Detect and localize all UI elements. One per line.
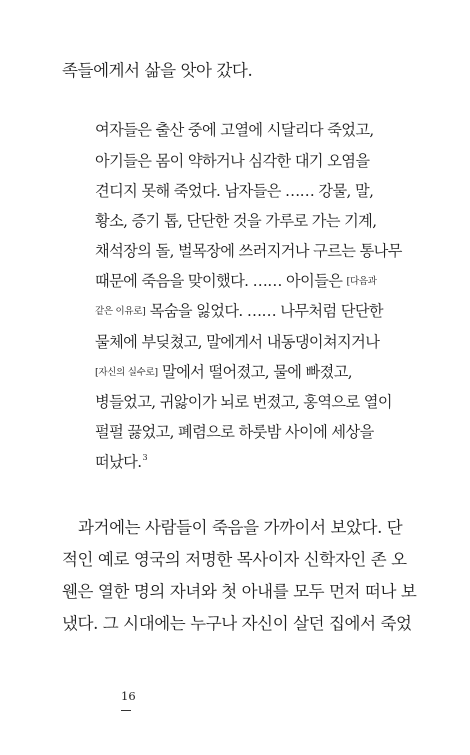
quote-line: 견디지 못해 죽었다. 남자들은 …… 강물, 말, bbox=[95, 182, 374, 200]
body-line: 웬은 열한 명의 자녀와 첫 아내를 모두 먼저 떠나 보 bbox=[62, 582, 417, 601]
quote-text: 때문에 죽음을 맞이했다. …… 아이들은 bbox=[95, 272, 347, 290]
quote-line bbox=[95, 361, 352, 382]
quote-line: 병들었고, 귀앓이가 뇌로 번졌고, 홍역으로 열이 bbox=[95, 393, 392, 411]
editorial-insertion: [다음과 bbox=[346, 276, 377, 287]
editorial-insertion: 같은 이유로] bbox=[95, 306, 146, 317]
quote-line: 채석장의 돌, 벌목장에 쓰러지거나 구르는 통나무 bbox=[95, 242, 402, 260]
page-number-rule bbox=[121, 710, 131, 711]
quote-line bbox=[95, 300, 383, 321]
page-number: 16 bbox=[121, 689, 136, 703]
quote-text: 목숨을 잃었다. …… 나무처럼 단단한 bbox=[145, 302, 383, 320]
body-line: 적인 예로 영국의 저명한 목사이자 신학자인 존 오 bbox=[62, 550, 407, 569]
quote-text: 떠났다. bbox=[95, 453, 142, 471]
quote-line bbox=[95, 451, 147, 472]
paragraph-continuation: 족들에게서 삶을 앗아 갔다. bbox=[62, 61, 253, 80]
quote-line: 물체에 부딪쳤고, 말에게서 내동댕이쳐지거나 bbox=[95, 333, 380, 351]
body-line: 과거에는 사람들이 죽음을 가까이서 보았다. 단 bbox=[78, 518, 403, 537]
quote-line bbox=[95, 270, 377, 291]
quote-line: 펄펄 끓었고, 폐렴으로 하룻밤 사이에 세상을 bbox=[95, 423, 374, 441]
quote-line: 여자들은 출산 중에 고열에 시달리다 죽었고, bbox=[95, 121, 374, 139]
editorial-insertion: [자신의 실수로] bbox=[95, 367, 158, 378]
quote-line: 황소, 증기 톱, 단단한 것을 가루로 가는 기계, bbox=[95, 212, 377, 230]
footnote-marker: 3 bbox=[142, 453, 147, 462]
body-line: 냈다. 그 시대에는 누구나 자신이 살던 집에서 죽었 bbox=[62, 614, 412, 633]
quote-line: 아기들은 몸이 약하거나 심각한 대기 오염을 bbox=[95, 152, 370, 170]
quote-text: 말에서 떨어졌고, 물에 빠졌고, bbox=[157, 363, 353, 381]
